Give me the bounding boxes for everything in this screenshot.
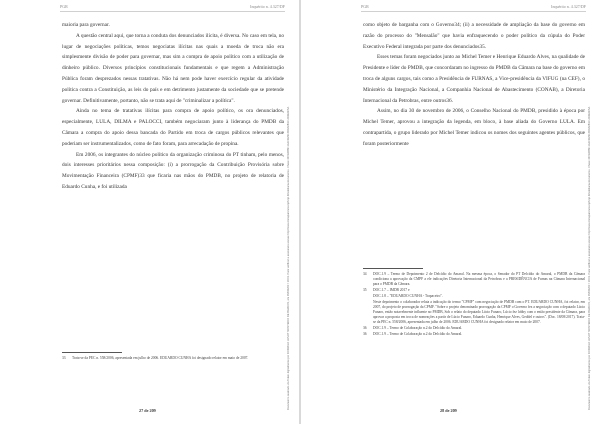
footnote-divider <box>363 268 423 269</box>
paragraph: Ainda no tema de tratativas ilícitas para compra de apoio político, os ora denunciados, especialmente, LULA, DILMA e PALOCCI, também negociaram junto à liderança do PMDB da Câmara a compra do apoio dessa bancada do Partido em troca de cargos públicos relevantes que poderiam ser instrumentalizados, como de fato foram, para arrecadação de propina. <box>62 108 284 147</box>
footnote-number <box>363 294 373 299</box>
footnote-text: DOC.1.7 – IMDB 2017 e <box>373 288 410 293</box>
page-number: 28 de 209 <box>440 408 457 413</box>
footnote <box>363 332 585 337</box>
running-header-left: PGR <box>60 4 68 9</box>
footnote-number: 36 <box>363 326 367 331</box>
footnotes <box>62 356 284 362</box>
running-header-left: PGR <box>361 4 369 9</box>
signature-stamp: Documento assinado via Token digitalmente por RODRIGO JANOT MONTEIRO DE BARROS, em 05/09/2017 19:01. Para verificar a assinatura acesse http://www.transparencia.mpf.mp.br/validacaodocumento. Chave 4D7E0B6F.1A2C3E5D.8F9A0B1C.2D3E4F5A <box>287 106 290 410</box>
paragraph: Esses temas foram negociados junto ao Michel Temer e Henrique Eduardo Alves, na qualidade de Presidente e líder do PMDB, que concordaram no ingresso do PMDB da Câmara na base do governo em troca de alguns cargos, tais como a Presidência de FURNAS, a Vice-presidência da VIFUG (na CEF), o Ministério da Integração Nacional, a Companhia Nacional de Abastecimento (CONAB), a Diretoria Internacional da Petrobras, entre outros36. <box>363 54 585 104</box>
signature-stamp: Documento assinado via Token digitalmente por RODRIGO JANOT MONTEIRO DE BARROS, em 05/09/2017 19:01. Para verificar a assinatura acesse http://www.transparencia.mpf.mp.br/validacaodocumento. Chave 4D7E0B6F.1A2C3E5D.8F9A0B1C.2D3E4F5A <box>588 106 591 410</box>
footnote <box>62 356 284 361</box>
page-number: 27 de 209 <box>139 408 156 413</box>
paragraph: como objeto de barganha com o Governo34; (ii) a necessidade de ampliação da base do governo em razão do processo do "Mensalão" que havia enfraquecendo o poder político da cúpula do Poder Executivo Federal integrada por parte dos denunciados35. <box>363 22 585 50</box>
footnote-divider <box>62 352 122 353</box>
footnote-text: DOC.1.9 – Termo de Depoimento 2 de Delcídio do Amaral. Na mesma época, o Senador do PT Delcídio do Amaral, o PMDB da Câmara condiciona a aprovação da CMPF a ele indicações Diretoria Internacional da Petrobras e a PRESIDÊNCIA de Furnas na Câmara Internacional para o PMDB da Câmara. <box>373 272 585 287</box>
body-text <box>62 20 284 193</box>
footnote <box>363 288 585 293</box>
footnote-text: DOC.1.9 – Termo de Colaboração n.2 do Delcídio do Amaral. <box>373 331 463 336</box>
footnote-number: 35 <box>363 288 367 293</box>
footnote <box>363 294 585 299</box>
footnote-text: DOC.1.9 – Termo de Colaboração n.2 do Delcídio do Amaral. <box>373 326 463 331</box>
header-divider <box>361 11 586 12</box>
running-header-right: Inquérito n. 4.327/DF <box>551 4 586 9</box>
footnote-text: DOC.1.8 – "EDUARDO CUNHA - Trapaceiro". <box>373 293 443 298</box>
paragraph: maioria para governar. <box>62 22 110 28</box>
footnote-number: 36 <box>363 331 367 336</box>
footnote <box>363 326 585 331</box>
footnote <box>363 272 585 288</box>
footnotes <box>363 272 585 337</box>
paragraph: Assim, no dia 30 de novembro de 2006, o Conselho Nacional do PMDB, presidido à época por Michel Temer, aprovou a integração da legenda, em bloco, à base aliada do Governo LULA. Em contrapartida, o grupo liderado por Michel Temer indicou os nomes dos seguintes agentes públicos, que foram posteriormente <box>363 108 585 147</box>
footnote <box>363 300 585 326</box>
footnote-text: Neste depoimento o colaborador relata a indicação do termo "CPMF" com negociação de PMDB com o PT. EDUARDO CUNHA, foi relator, em 2007, do projeto de prorrogação da CPMF. "Sobre o projeto denominado prorrogação da CPMF o Governo fez a negociação com o deputado Lúcio Funaro, então notavelmente influente no PMDB, Sob o relato do deputado Lúcio Funaro, Lúcio fez lobby com o então presidente da Câmara, para aprovar a proposta em troca de nomeações a partir de Lúcio Funaro, Eduardo Cunha, Henrique Alves, Geddel e outros". (Doc. 18/08/2017). Trata-se da PEC n. 558/2006, apresentada em julho de 2006. EDUARDO CUNHA foi designado relator em maio de 2007. <box>373 299 585 325</box>
footnote-number: 34 <box>363 272 367 276</box>
paragraph: Em 2006, os integrantes do núcleo político da organização criminosa do PT tinham, pelo menos, dois interesses prioritários nessa composição: (i) a prorrogação da Contribuição Provisória sobre Movimentação Financeira (CPMF)33 que ficaria nas mãos do PMDB, no projeto de relatoria de Eduardo Cunha, e foi utilizada <box>62 151 284 190</box>
footnote-text: Trata-se da PEC n. 558/2006, apresentada em julho de 2006. EDUARDO CUNHA foi designado relator em maio de 2007. <box>72 356 249 360</box>
footnote-number <box>363 300 373 326</box>
document-page-right <box>301 0 600 424</box>
header-divider <box>60 11 285 12</box>
document-page-left <box>0 0 299 424</box>
footnote-number: 33 <box>62 356 66 360</box>
body-text <box>363 20 585 150</box>
paragraph: A questão central aqui, que torna a conduta dos denunciados ilícita, é diversa. No caso em tela, no lugar de negociações políticas, temos negociatas ilícitas nas quais a moeda de troca não era simplesmente divisão de poder para governar, mas sim a compra de apoio político com a utilização de dinheiro público. Diversos princípios constitucionais fundamentais e que regem a Administração Pública foram desprezados nessas tratativas. Não há nem pode haver exercício regular da atividade política contra a Constituição, as leis do país e em detrimento justamente da sociedade que se pretende governar. Definitivamente, portanto, não se trata aqui de "criminalizar a política". <box>62 32 284 104</box>
running-header-right: Inquérito n. 4.327/DF <box>250 4 285 9</box>
